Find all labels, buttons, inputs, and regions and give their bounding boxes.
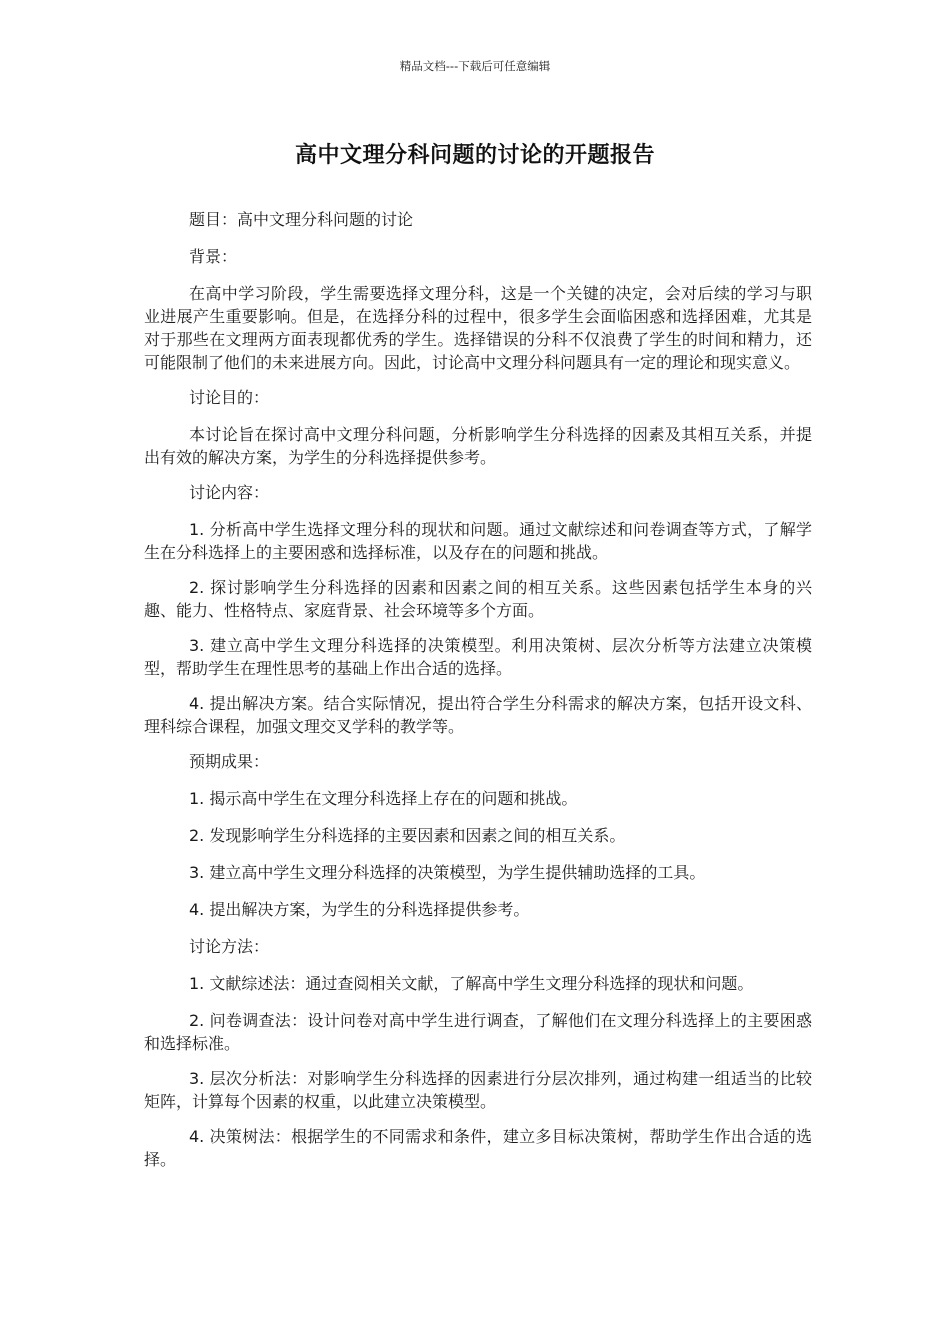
method-item-3: 3. 层次分析法：对影响学生分科选择的因素进行分层次排列，通过构建一组适当的比较矩阵，计算每个因素的权重，以此建立决策模型。 bbox=[144, 1069, 812, 1111]
content-item-1: 1. 分析高中学生选择文理分科的现状和问题。通过文献综述和问卷调查等方式，了解学生在分科选择上的主要困惑和选择标准，以及存在的问题和挑战。 bbox=[144, 520, 812, 562]
outcome-item-1: 1. 揭示高中学生在文理分科选择上存在的问题和挑战。 bbox=[189, 789, 578, 808]
content-item-3: 3. 建立高中学生文理分科选择的决策模型。利用决策树、层次分析等方法建立决策模型，帮助学生在理性思考的基础上作出合适的选择。 bbox=[144, 636, 812, 678]
method-item-4: 4. 决策树法：根据学生的不同需求和条件，建立多目标决策树，帮助学生作出合适的选择。 bbox=[144, 1127, 812, 1169]
outcome-item-3: 3. 建立高中学生文理分科选择的决策模型，为学生提供辅助选择的工具。 bbox=[189, 863, 706, 882]
content-item-4: 4. 提出解决方案。结合实际情况，提出符合学生分科需求的解决方案，包括开设文科、理科综合课程，加强文理交叉学科的教学等。 bbox=[144, 694, 812, 736]
section-heading-background: 背景： bbox=[189, 247, 238, 266]
section-heading-methods: 讨论方法： bbox=[189, 937, 270, 956]
header-note: 精品文档---下载后可任意编辑 bbox=[399, 59, 551, 73]
outcome-item-2: 2. 发现影响学生分科选择的主要因素和因素之间的相互关系。 bbox=[189, 826, 626, 845]
section-heading-content: 讨论内容： bbox=[189, 483, 270, 502]
content-item-2: 2. 探讨影响学生分科选择的因素和因素之间的相互关系。这些因素包括学生本身的兴趣、能力、性格特点、家庭背景、社会环境等多个方面。 bbox=[144, 578, 812, 620]
purpose-paragraph: 本讨论旨在探讨高中文理分科问题，分析影响学生分科选择的因素及其相互关系，并提出有效的解决方案，为学生的分科选择提供参考。 bbox=[144, 425, 812, 467]
section-heading-purpose: 讨论目的： bbox=[189, 388, 270, 407]
method-item-2: 2. 问卷调查法：设计问卷对高中学生进行调查，了解他们在文理分科选择上的主要困惑和选择标准。 bbox=[144, 1011, 812, 1053]
background-paragraph: 在高中学习阶段，学生需要选择文理分科，这是一个关键的决定，会对后续的学习与职业进展产生重要影响。但是，在选择分科的过程中，很多学生会面临困惑和选择困难，尤其是对于那些在文理两方面表现都优秀的学生。选择错误的分科不仅浪费了学生的时间和精力，还可能限制了他们的未来进展方向。因此，讨论高中文理分科问题具有一定的理论和现实意义。 bbox=[144, 284, 812, 372]
document-body bbox=[144, 208, 812, 1183]
method-item-1: 1. 文献综述法：通过查阅相关文献，了解高中学生文理分科选择的现状和问题。 bbox=[189, 974, 754, 993]
topic-line: 题目：高中文理分科问题的讨论 bbox=[189, 210, 414, 229]
outcome-item-4: 4. 提出解决方案，为学生的分科选择提供参考。 bbox=[189, 900, 530, 919]
document-title: 高中文理分科问题的讨论的开题报告 bbox=[294, 143, 655, 168]
section-heading-outcomes: 预期成果： bbox=[189, 752, 270, 771]
